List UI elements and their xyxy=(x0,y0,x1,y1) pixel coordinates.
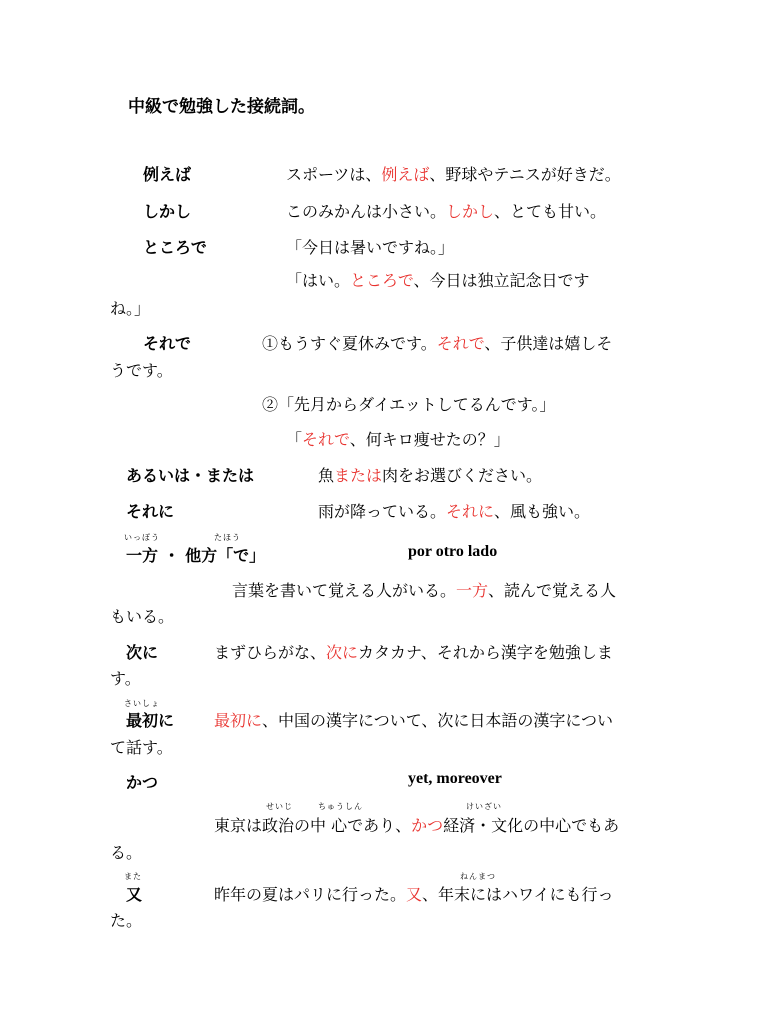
sentence-sorede-cont: うです。 xyxy=(110,361,173,380)
sentence-mata xyxy=(214,882,614,905)
text: 、野球やテニスが好きだ。 xyxy=(429,165,621,184)
text: まずひらがな、 xyxy=(214,643,327,662)
sentence-saishoni-cont: て話す。 xyxy=(110,738,173,757)
furigana: ちゅうしん xyxy=(318,802,363,811)
text: 雨が降っている。 xyxy=(318,502,447,521)
sentence-tatoeba xyxy=(286,162,621,185)
highlight: しかし xyxy=(446,202,495,221)
furigana: さいしょ xyxy=(124,699,160,708)
text: 、読んで覚える人 xyxy=(488,581,617,600)
sentence-katsu-cont: る。 xyxy=(110,843,143,862)
highlight: それで xyxy=(436,334,485,353)
term-ippou-tahou: 一方 ・ 他方「で」 xyxy=(126,546,266,565)
sentence-tokorode-cont: ね。」 xyxy=(110,299,151,318)
text: カタカナ、それから漢字を勉強しま xyxy=(358,643,613,662)
furigana: けいざい xyxy=(466,802,502,811)
highlight: 最初に xyxy=(214,711,263,730)
highlight: それで xyxy=(302,430,350,449)
highlight: ところで xyxy=(350,271,414,290)
text: このみかんは小さい。 xyxy=(286,202,447,221)
sentence-shikashi xyxy=(286,199,606,222)
text: 東京は政治の中 心であり、 xyxy=(214,816,412,835)
term-katsu: かつ xyxy=(126,773,159,792)
term-mata: 又 xyxy=(126,885,143,904)
highlight: 又 xyxy=(406,885,423,904)
sentence-ippou xyxy=(232,578,616,601)
highlight: 例えば xyxy=(381,165,430,184)
term-saishoni: 最初に xyxy=(126,711,175,730)
text: 、子供達は嬉しそ xyxy=(484,334,613,353)
text: 経済・文化の中心でもあ xyxy=(443,816,620,835)
highlight: 一方 xyxy=(456,581,489,600)
sentence-tsugini-cont: す。 xyxy=(110,669,141,688)
term-tatoeba: 例えば xyxy=(143,165,192,184)
text: ①もうすぐ夏休みです。 xyxy=(262,334,437,353)
sentence-katsu xyxy=(214,813,619,836)
text: 、とても甘い。 xyxy=(494,202,607,221)
sentence-tsugini xyxy=(214,640,613,663)
term-sorede: それで xyxy=(143,334,192,353)
text: 昨年の夏はパリに行った。 xyxy=(214,885,407,904)
sentence-ippou-cont: もいる。 xyxy=(110,607,175,626)
highlight: または xyxy=(334,466,383,485)
text: 「はい。 xyxy=(286,271,351,290)
term-tokorode: ところで xyxy=(143,238,207,257)
term-shikashi: しかし xyxy=(143,202,192,221)
term-tsugini: 次に xyxy=(126,643,159,662)
text: 言葉を書いて覚える人がいる。 xyxy=(232,581,457,600)
english-gloss: por otro lado xyxy=(408,543,498,560)
highlight: それに xyxy=(446,502,495,521)
sentence-sorede-2: ②「先月からダイエットしてるんです。」 xyxy=(262,395,556,414)
sentence-saishoni xyxy=(214,708,613,731)
english-gloss: yet, moreover xyxy=(408,770,502,787)
sentence-tokorode-2 xyxy=(286,268,590,291)
sentence-tokorode-1: 「今日は暑いですね。」 xyxy=(286,238,455,257)
text: 「 xyxy=(286,430,303,449)
text: 肉をお選びください。 xyxy=(382,466,543,485)
text: スポーツは、 xyxy=(286,165,382,184)
text: 魚 xyxy=(318,466,335,485)
highlight: かつ xyxy=(411,816,444,835)
text: 、年末にはハワイにも行っ xyxy=(422,885,614,904)
furigana: たほう xyxy=(214,533,241,542)
text: 、中国の漢字について、次に日本語の漢字につい xyxy=(262,711,614,730)
furigana: また xyxy=(124,872,142,881)
sentence-mataha xyxy=(318,463,542,486)
sentence-mata-cont: た。 xyxy=(110,911,143,930)
sentence-soreni xyxy=(318,499,590,522)
term-aruiwa-mataha: あるいは・または xyxy=(126,466,255,485)
text: 、風も強い。 xyxy=(494,502,591,521)
text: 、今日は独立記念日です xyxy=(413,271,590,290)
sentence-sorede-3 xyxy=(286,427,510,450)
furigana: ねんまつ xyxy=(460,872,496,881)
highlight: 次に xyxy=(326,643,359,662)
text: 、何キロ痩せたの？」 xyxy=(349,430,510,449)
page-title: 中級で勉強した接続詞。 xyxy=(128,97,315,117)
furigana: せいじ xyxy=(266,802,293,811)
furigana: いっぽう xyxy=(124,533,160,542)
term-soreni: それに xyxy=(126,502,175,521)
sentence-sorede-1 xyxy=(262,331,612,354)
